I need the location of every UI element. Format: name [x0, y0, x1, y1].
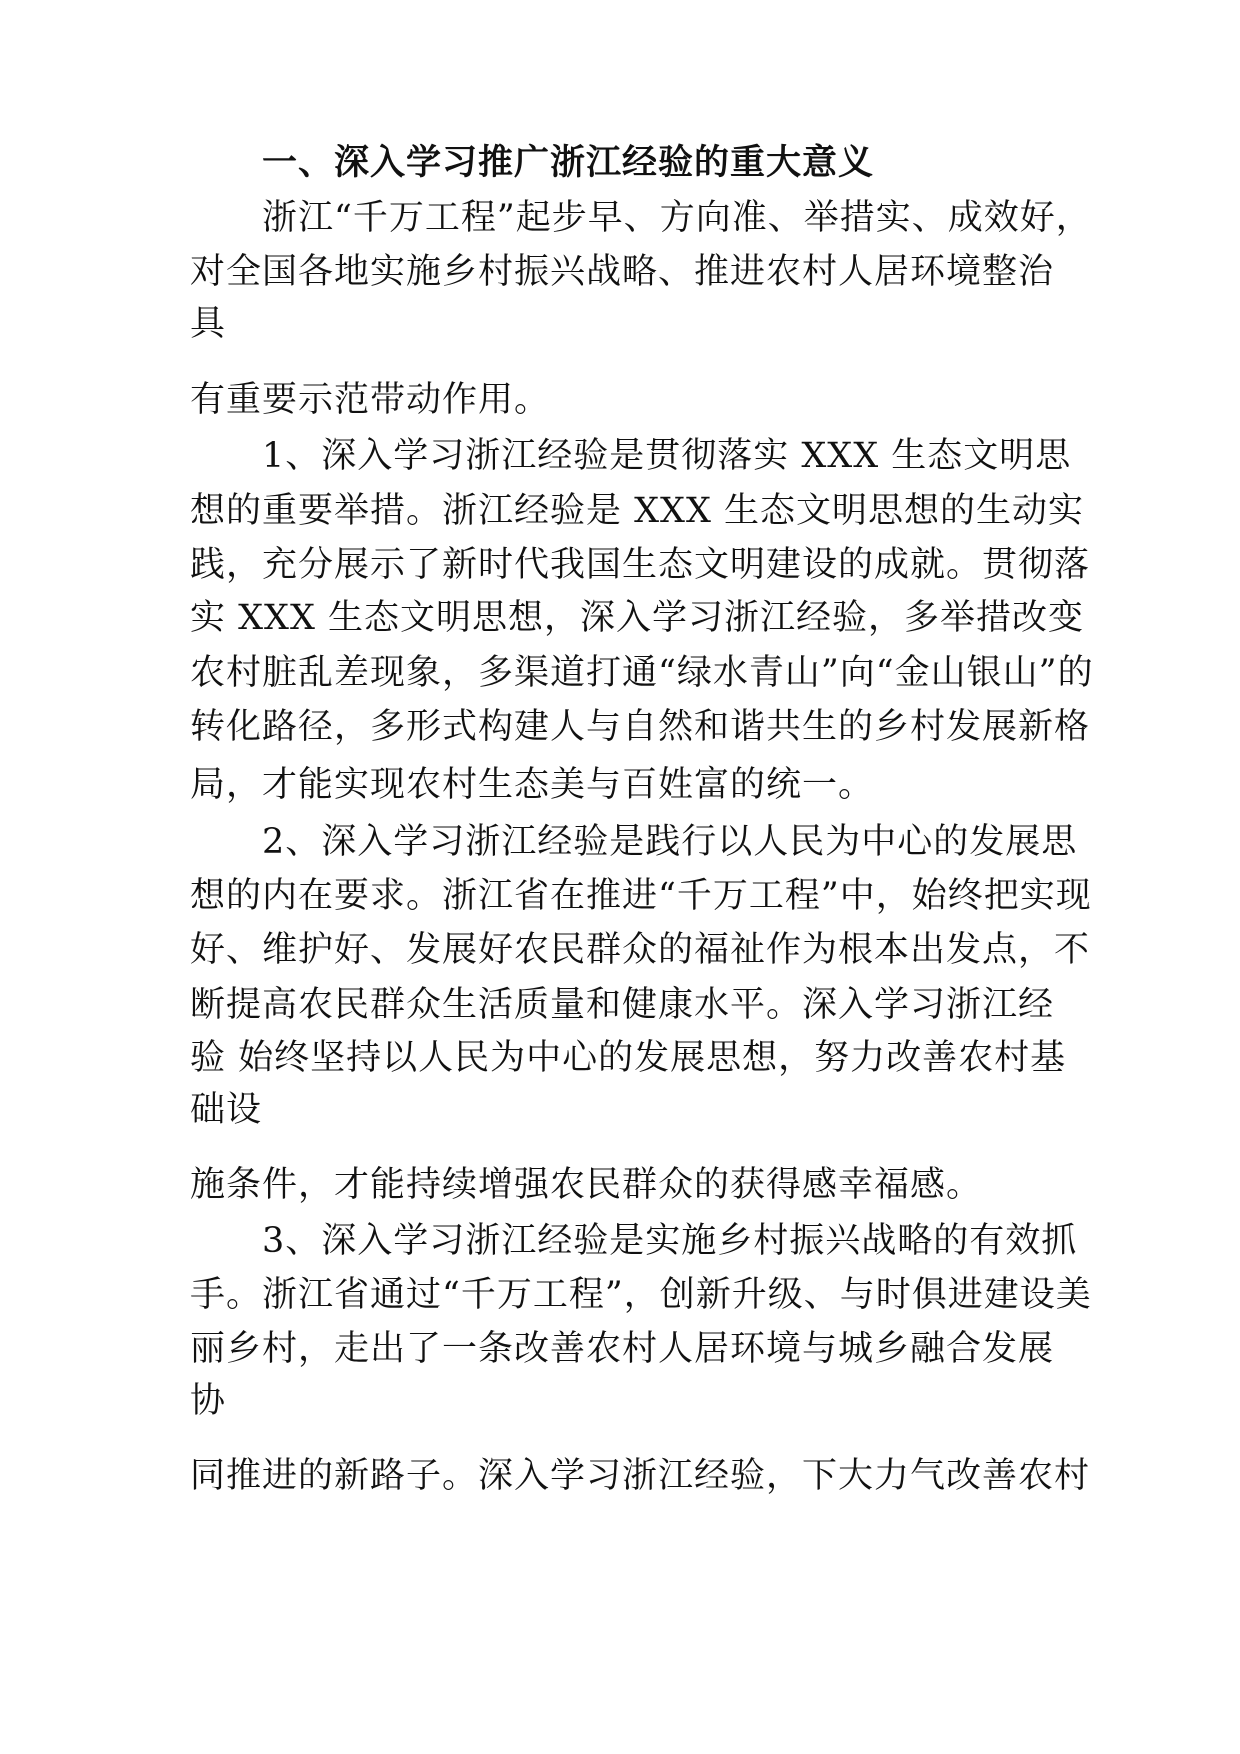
paragraph-line: 具: [190, 304, 227, 344]
paragraph-line: 局，才能实现农村生态美与百姓富的统一。: [190, 765, 875, 805]
paragraph-line: 断提高农民群众生活质量和健康水平。深入学习浙江经: [190, 985, 1055, 1025]
paragraph-line: 础设: [190, 1090, 263, 1130]
paragraph-line: 同推进的新路子。深入学习浙江经验，下大力气改善农村: [190, 1456, 1091, 1496]
paragraph-line: 1、深入学习浙江经验是贯彻落实 XXX 生态文明思: [262, 436, 1072, 476]
paragraph-line: 想的重要举措。浙江经验是 XXX 生态文明思想的生动实: [190, 491, 1085, 531]
paragraph-line: 浙江“千万工程”起步早、方向准、举措实、成效好，: [262, 198, 1092, 238]
paragraph-line: 手。浙江省通过“千万工程”，创新升级、与时俱进建设美: [190, 1275, 1092, 1315]
paragraph-line: 农村脏乱差现象，多渠道打通“绿水青山”向“金山银山”的: [190, 653, 1094, 693]
paragraph-line: 践，充分展示了新时代我国生态文明建设的成就。贯彻落: [190, 545, 1091, 585]
paragraph-line: 3、深入学习浙江经验是实施乡村振兴战略的有效抓: [262, 1221, 1078, 1261]
paragraph-line: 好、维护好、发展好农民群众的福祉作为根本出发点，不: [190, 930, 1091, 970]
paragraph-line: 验 始终坚持以人民为中心的发展思想，努力改善农村基: [190, 1038, 1067, 1078]
paragraph-line: 转化路径，多形式构建人与自然和谐共生的乡村发展新格: [190, 707, 1091, 747]
paragraph-line: 2、深入学习浙江经验是践行以人民为中心的发展思: [262, 822, 1078, 862]
paragraph-line: 对全国各地实施乡村振兴战略、推进农村人居环境整治: [190, 252, 1055, 292]
paragraph-line: 实 XXX 生态文明思想，深入学习浙江经验，多举措改变: [190, 598, 1085, 638]
paragraph-line: 想的内在要求。浙江省在推进“千万工程”中，始终把实现: [190, 876, 1092, 916]
paragraph-line: 协: [190, 1381, 227, 1421]
paragraph-line: 有重要示范带动作用。: [190, 380, 551, 420]
section-heading: 一、深入学习推广浙江经验的重大意义: [262, 143, 875, 183]
paragraph-line: 丽乡村，走出了一条改善农村人居环境与城乡融合发展: [190, 1329, 1055, 1369]
paragraph-line: 施条件，才能持续增强农民群众的获得感幸福感。: [190, 1165, 983, 1205]
